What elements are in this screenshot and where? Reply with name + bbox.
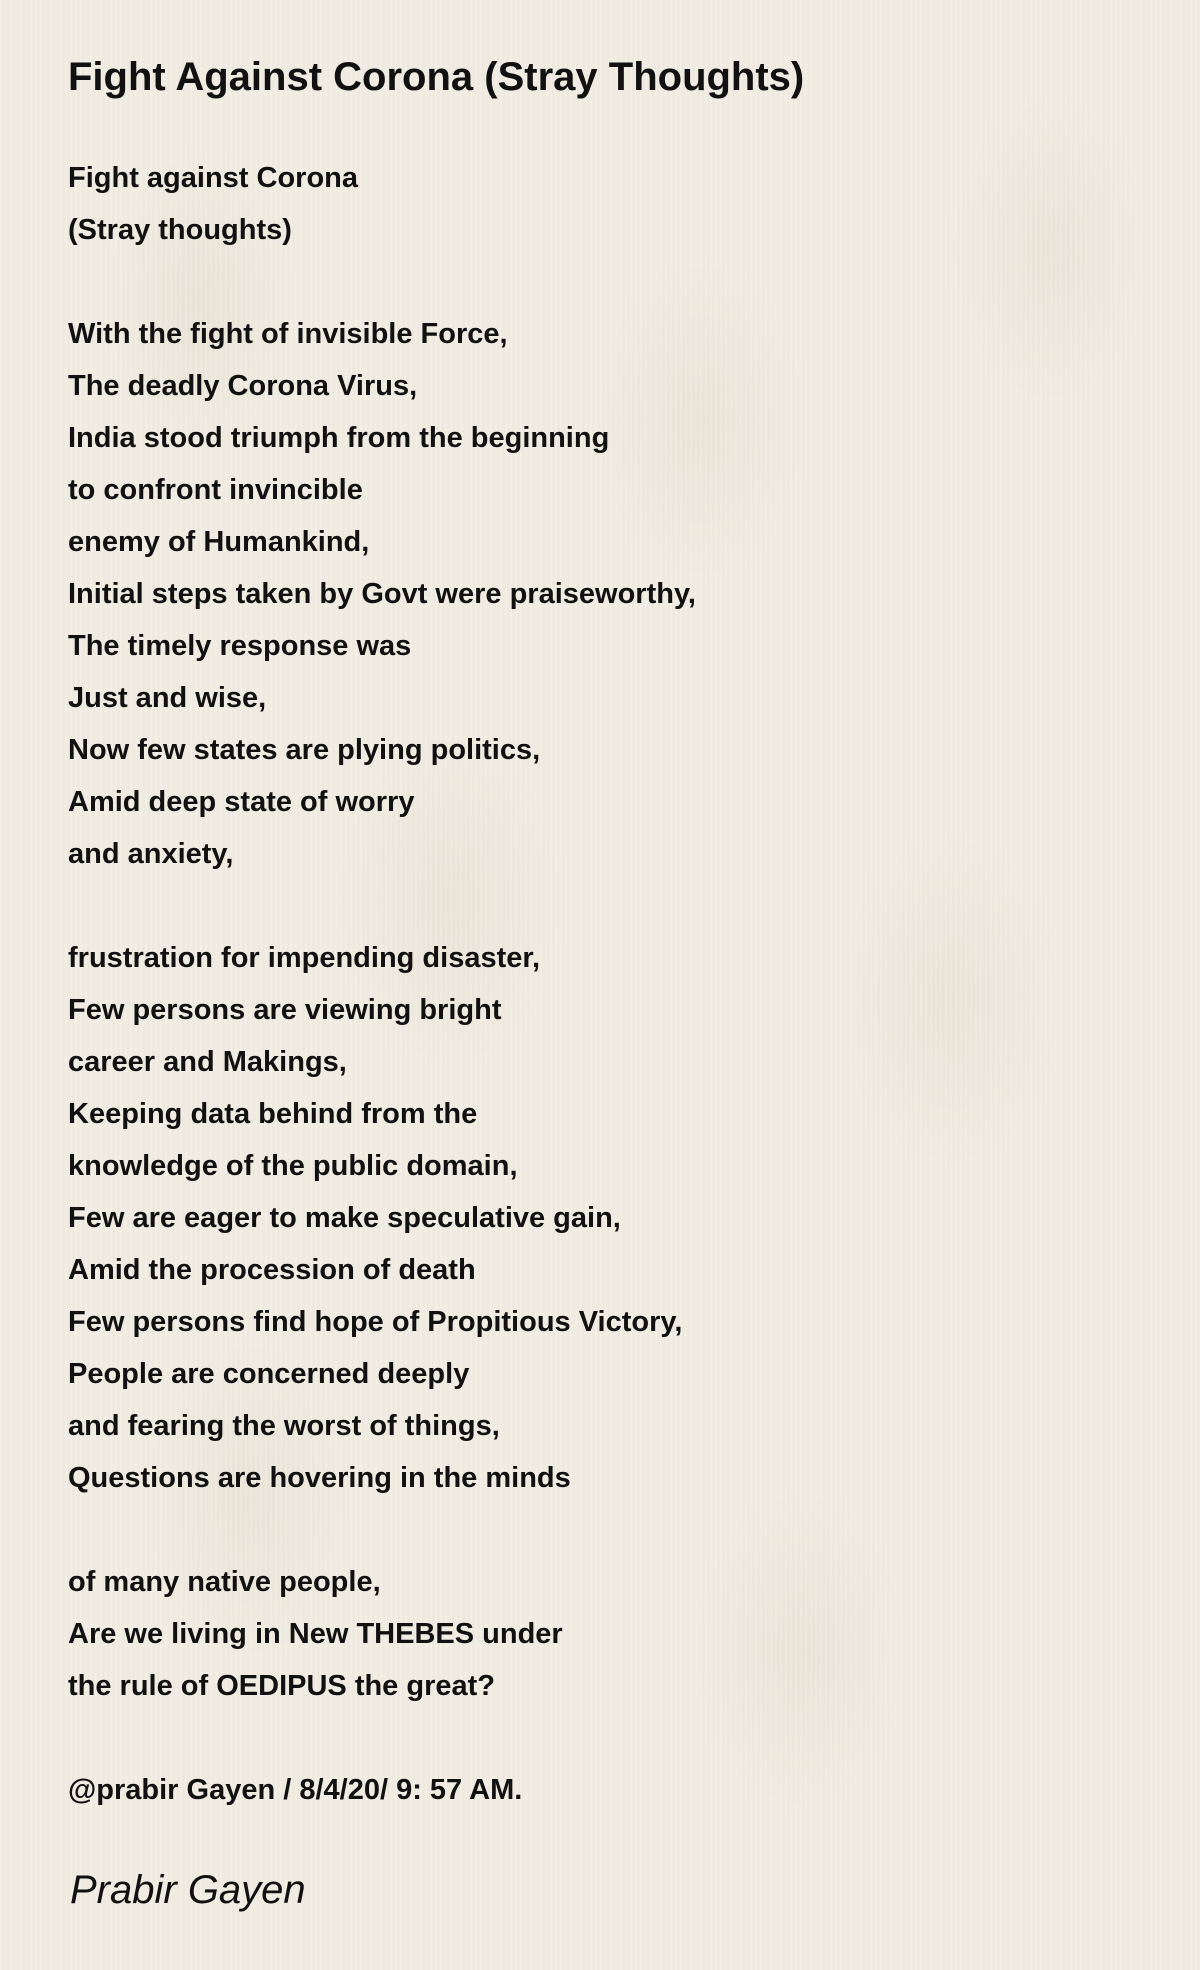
poem-line: Few are eager to make speculative gain, — [68, 1202, 621, 1234]
poem-line — [68, 1504, 696, 1556]
poem-line: Initial steps taken by Govt were praiseworthy, — [68, 578, 696, 610]
poem-line: frustration for impending disaster, — [68, 942, 541, 974]
author-name: Prabir Gayen — [70, 1868, 306, 1912]
poem-line: The deadly Corona Virus, — [68, 370, 418, 402]
poem-line: Few persons are viewing bright — [68, 994, 502, 1026]
poem-signature-line: @prabir Gayen / 8/4/20/ 9: 57 AM. — [68, 1774, 523, 1806]
poem-line: Are we living in New THEBES under — [68, 1618, 563, 1650]
poem-line: and anxiety, — [68, 838, 234, 870]
poem-line: and fearing the worst of things, — [68, 1410, 500, 1442]
poem-line: of many native people, — [68, 1566, 381, 1598]
poem-line: Fight against Corona — [68, 162, 358, 194]
poem-line — [68, 1712, 696, 1764]
poem-body — [68, 152, 696, 1816]
poem-line: The timely response was — [68, 630, 412, 662]
poem-line: Amid deep state of worry — [68, 786, 415, 818]
poem-line: knowledge of the public domain, — [68, 1150, 518, 1182]
poem-line: Questions are hovering in the minds — [68, 1462, 571, 1494]
poem-line: Just and wise, — [68, 682, 267, 714]
poem-line: Few persons find hope of Propitious Victory, — [68, 1306, 683, 1338]
poem-line: India stood triumph from the beginning — [68, 422, 610, 454]
poem-line: (Stray thoughts) — [68, 214, 292, 246]
poem-line: to confront invincible — [68, 474, 363, 506]
poem-title: Fight Against Corona (Stray Thoughts) — [68, 55, 805, 99]
poem-line: the rule of OEDIPUS the great? — [68, 1670, 495, 1702]
poem-line: Amid the procession of death — [68, 1254, 476, 1286]
poem-line: career and Makings, — [68, 1046, 347, 1078]
poem-line: Keeping data behind from the — [68, 1098, 478, 1130]
poem-line: People are concerned deeply — [68, 1358, 470, 1390]
poem-line — [68, 256, 696, 308]
poem-line: With the fight of invisible Force, — [68, 318, 508, 350]
poem-line: Now few states are plying politics, — [68, 734, 541, 766]
poem-line — [68, 880, 696, 932]
poem-line: enemy of Humankind, — [68, 526, 370, 558]
